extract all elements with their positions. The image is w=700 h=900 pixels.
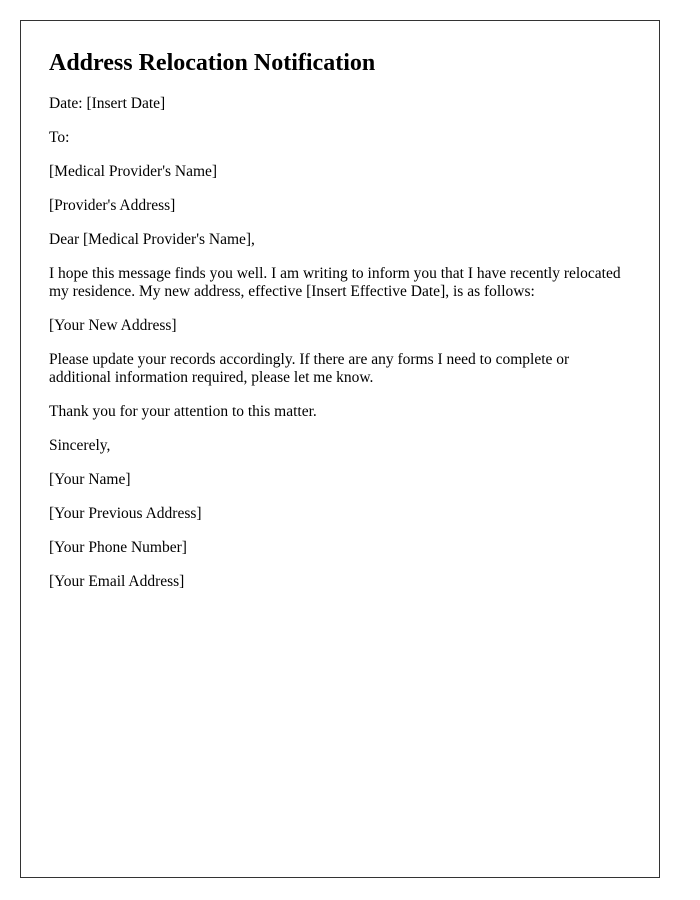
letter-page bbox=[20, 20, 660, 878]
letter-title: Address Relocation Notification bbox=[49, 50, 376, 76]
new-address: [Your New Address] bbox=[49, 317, 177, 334]
date-line: Date: [Insert Date] bbox=[49, 95, 166, 112]
salutation: Dear [Medical Provider's Name], bbox=[49, 231, 255, 248]
body-paragraph-1: I hope this message finds you well. I am writing to inform you that I have recently relocated my residence. My new address, effective [Insert Effective Date], is as follows: bbox=[49, 265, 621, 300]
to-line: To: bbox=[49, 129, 70, 146]
previous-address: [Your Previous Address] bbox=[49, 505, 202, 522]
thanks-line: Thank you for your attention to this matter. bbox=[49, 403, 317, 420]
provider-name: [Medical Provider's Name] bbox=[49, 163, 218, 180]
email-address: [Your Email Address] bbox=[49, 573, 185, 590]
sender-name: [Your Name] bbox=[49, 471, 131, 488]
phone-number: [Your Phone Number] bbox=[49, 539, 187, 556]
closing: Sincerely, bbox=[49, 437, 111, 454]
body-paragraph-2: Please update your records accordingly. If there are any forms I need to complete or additional information required, please let me know. bbox=[49, 351, 570, 386]
provider-address: [Provider's Address] bbox=[49, 197, 176, 214]
